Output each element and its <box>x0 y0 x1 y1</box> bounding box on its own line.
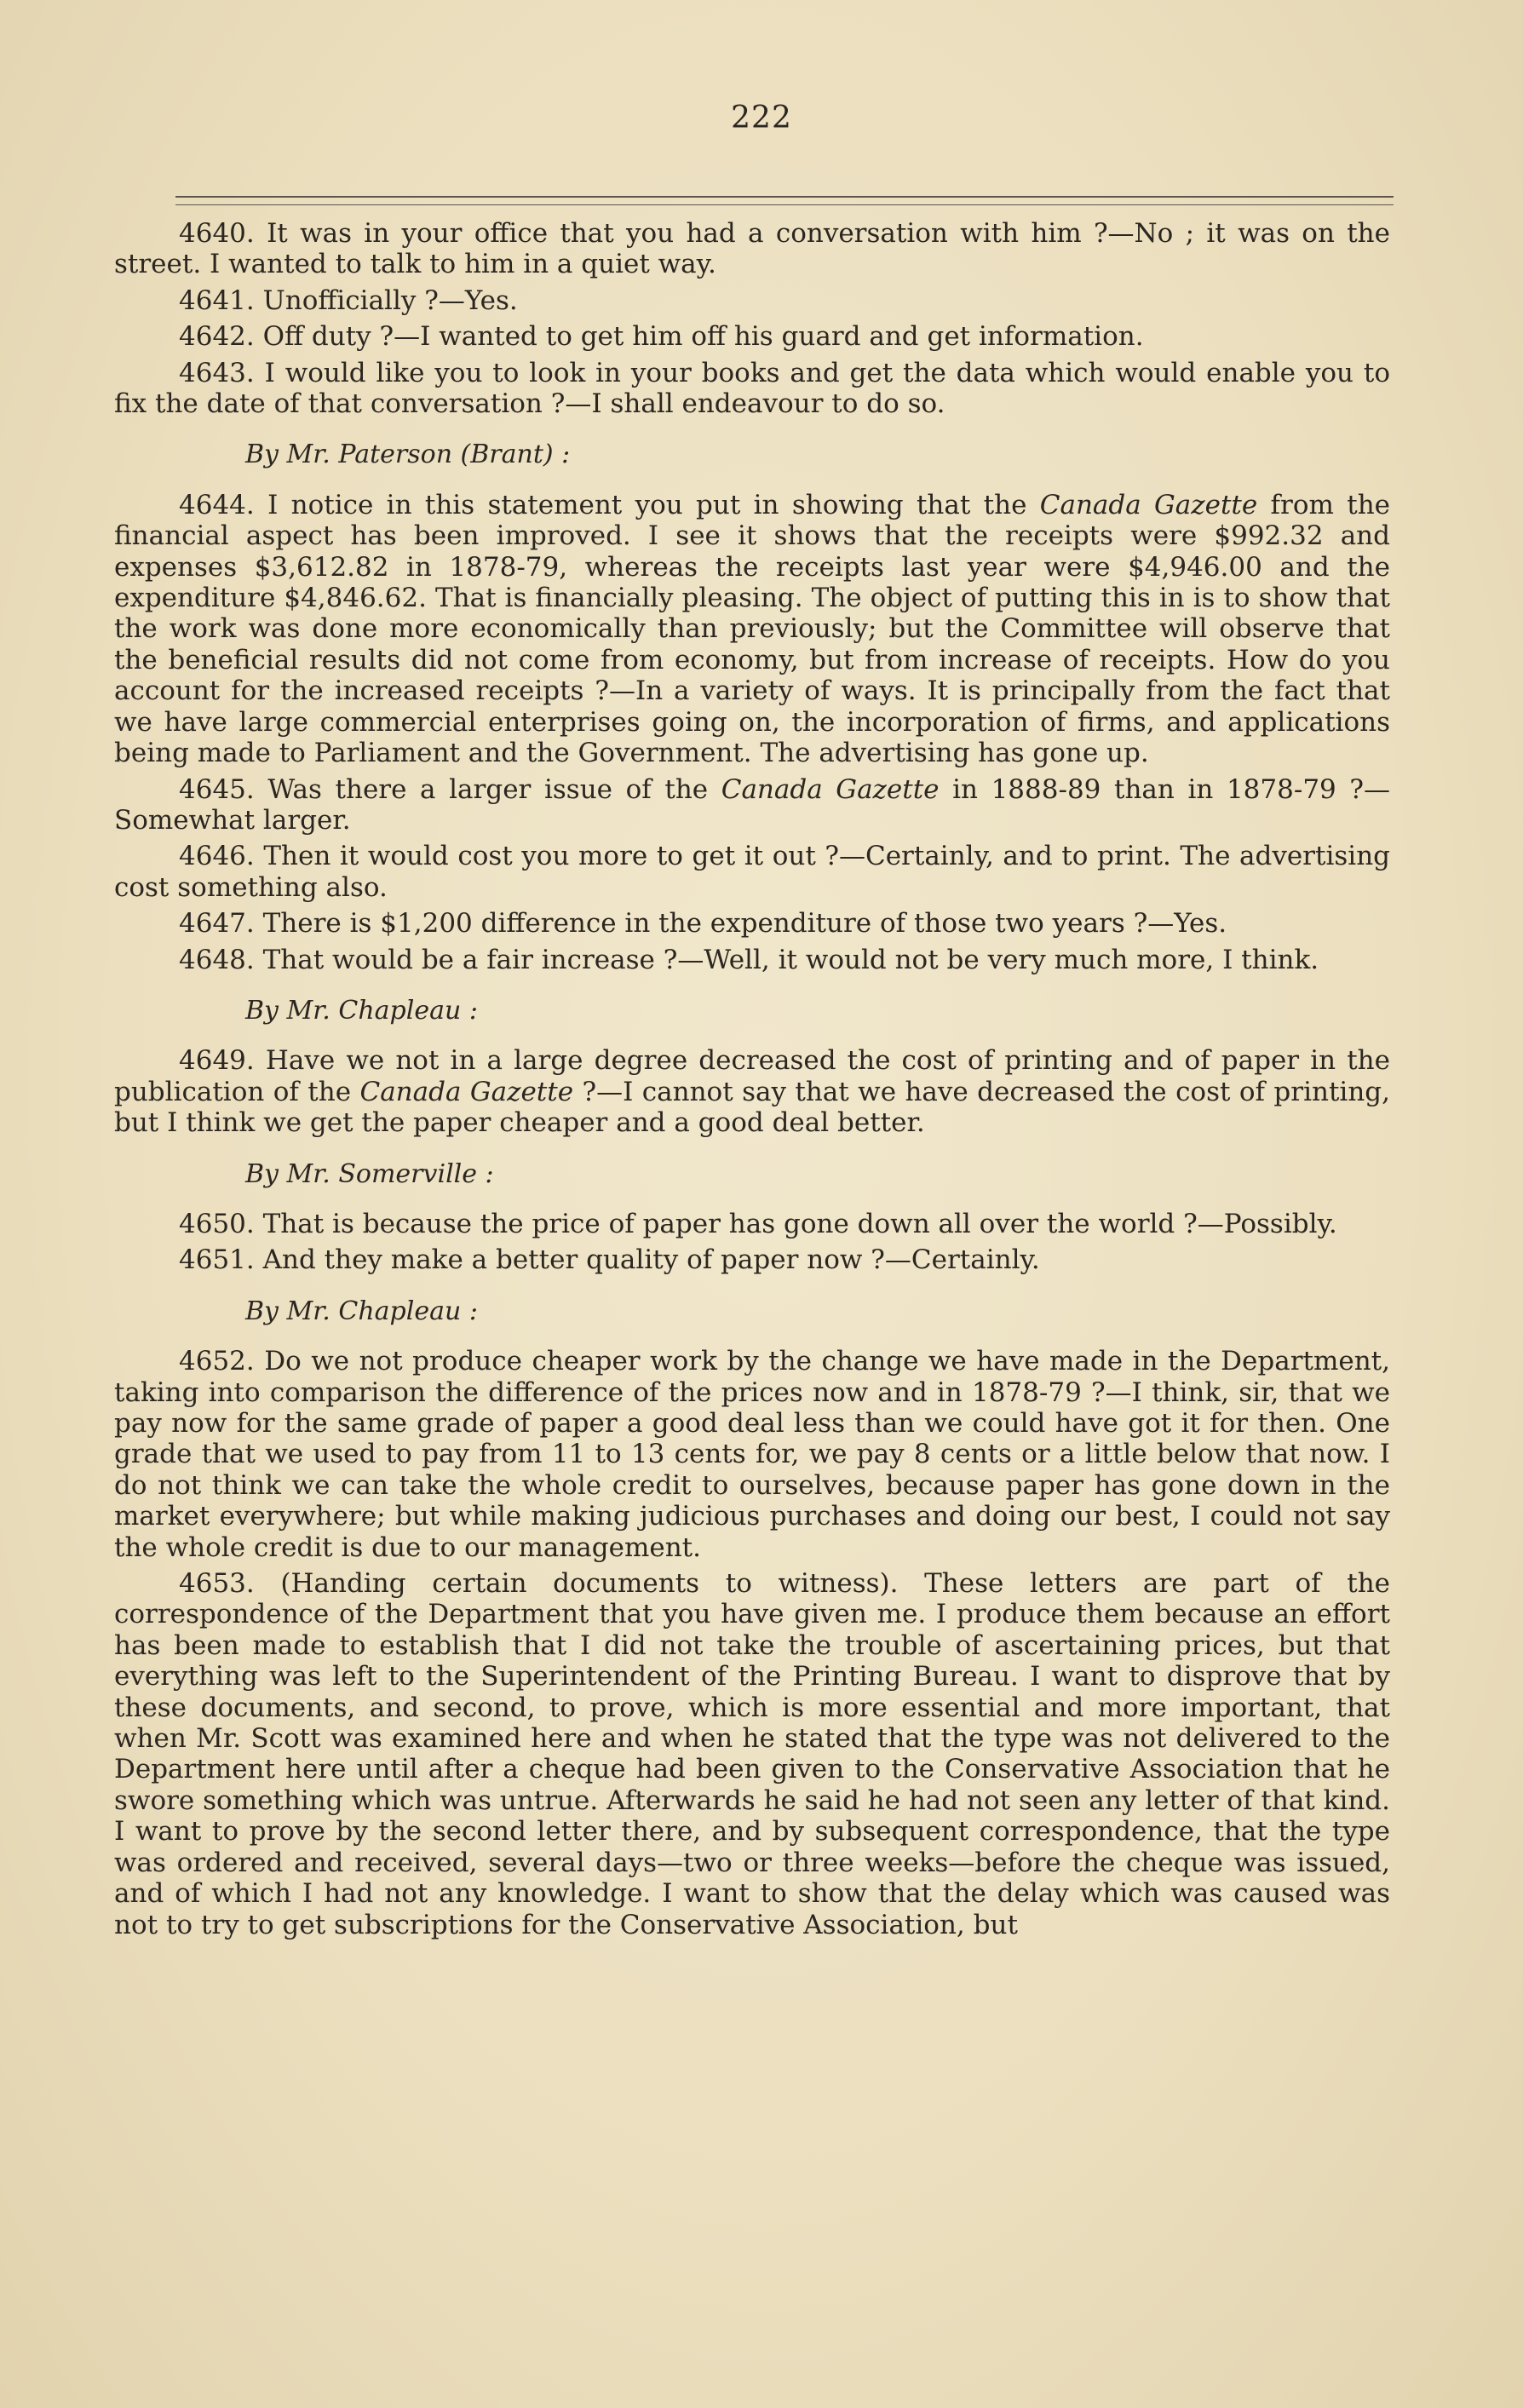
question-number: 4644. <box>179 489 255 520</box>
question-text: And they make a better quality of paper now ?—Certainly. <box>262 1244 1040 1276</box>
testimony-paragraph <box>114 1045 1390 1138</box>
question-text: I would like you to look in your books and get the data which would enable you to fix the date of that conversation ?—I shall endeavour to do so. <box>114 357 1390 420</box>
question-text: Have we not in a large degree decreased the cost of printing and of paper in the publication of the Canada Gazette ?—I cannot say that we have decreased the cost of printing, but I think we get the paper cheaper and a good deal better. <box>114 1045 1391 1139</box>
publication-title: Canada Gazette <box>1039 489 1258 520</box>
question-text: Unofficially ?—Yes. <box>262 284 518 316</box>
header-rule <box>175 196 1394 198</box>
question-text: That would be a fair increase ?—Well, it would not be very much more, I think. <box>262 944 1319 975</box>
testimony-paragraph <box>114 321 1390 352</box>
question-number: 4641. <box>179 284 255 316</box>
testimony-paragraph <box>114 841 1390 903</box>
question-text: Off duty ?—I wanted to get him off his guard and get information. <box>262 321 1144 353</box>
question-text: Then it would cost you more to get it out ?—Certainly, and to print. The advertising cost something also. <box>114 841 1391 903</box>
question-text: Do we not produce cheaper work by the change we have made in the Department, taking into comparison the difference of the prices now and in 1878-79 ?—I think, sir, that we pay now for the same grade of paper a good deal less than we could have got it for then. One grade that we used to pay from 11 to 13 cents for, we pay 8 cents or a little below that now. I do not think we can take the whole credit to ourselves, because paper has gone down in the market everywhere; but while making judicious purchases and doing our best, I could not say the whole credit is due to our management. <box>114 1346 1390 1563</box>
question-number: 4648. <box>179 944 255 975</box>
speaker-heading: By Mr. Paterson (Brant) : <box>245 440 571 470</box>
question-number: 4646. <box>179 841 255 872</box>
question-number: 4650. <box>179 1208 255 1239</box>
question-number: 4643. <box>179 357 255 388</box>
question-number: 4642. <box>179 321 255 353</box>
publication-title: Canada Gazette <box>359 1076 574 1107</box>
question-number: 4647. <box>179 908 255 940</box>
testimony-paragraph <box>114 218 1390 280</box>
publication-title: Canada Gazette <box>721 773 940 805</box>
question-number: 4640. <box>179 218 255 249</box>
testimony-paragraph <box>114 908 1390 939</box>
testimony-paragraph <box>114 774 1390 836</box>
testimony-paragraph <box>114 1568 1390 1940</box>
question-text: There is $1,200 difference in the expenditure of those two years ?—Yes. <box>262 908 1227 940</box>
testimony-text <box>114 218 1390 1945</box>
speaker-heading: By Mr. Chapleau : <box>245 1296 478 1326</box>
question-text: It was in your office that you had a conversation with him ?—No ; it was on the street. I wanted to talk to him in a quiet way. <box>114 218 1390 280</box>
testimony-paragraph <box>114 358 1390 420</box>
question-text: I notice in this statement you put in showing that the Canada Gazette from the financial aspect has been improved. I see it shows that the receipts were $992.32 and expenses $3,612.82 in 1878-79, whereas the receipts last year were $4,946.00 and the expenditure $4,846.62. That is financially pleasing. The object of putting this in is to show that the work was done more economically than previously; but the Committee will observe that the beneficial results did not come from economy, but from increase of receipts. How do you account for the increased receipts ?—In a variety of ways. It is principally from the fact that we have large commercial enterprises going on, the incorporation of firms, and applications being made to Parliament and the Government. The advertising has gone up. <box>114 489 1390 769</box>
question-number: 4651. <box>179 1244 255 1276</box>
testimony-paragraph <box>114 945 1390 975</box>
speaker-heading: By Mr. Somerville : <box>245 1158 494 1189</box>
question-number: 4652. <box>179 1346 255 1377</box>
testimony-paragraph <box>114 490 1390 769</box>
question-text: Was there a larger issue of the Canada Gazette in 1888-89 than in 1878-79 ?—Somewhat larger. <box>114 773 1390 836</box>
question-text: That is because the price of paper has gone down all over the world ?—Possibly. <box>262 1208 1337 1239</box>
testimony-paragraph <box>114 285 1390 316</box>
question-number: 4653. <box>179 1568 255 1600</box>
testimony-paragraph <box>114 1209 1390 1239</box>
testimony-paragraph <box>114 1346 1390 1563</box>
question-number: 4649. <box>179 1045 255 1077</box>
page-number: 222 <box>731 101 792 135</box>
testimony-paragraph <box>114 1244 1390 1275</box>
question-number: 4645. <box>179 773 255 805</box>
speaker-heading: By Mr. Chapleau : <box>245 995 478 1026</box>
header-rule-thin <box>175 204 1394 205</box>
question-text: (Handing certain documents to witness). These letters are part of the correspondence of the Department that you have given me. I produce them because an effort has been made to establish that I did not take the trouble of ascertaining prices, but that everything was left to the Superintendent of the Printing Bureau. I want to disprove that by these documents, and second, to prove, which is more essential and more important, that when Mr. Scott was examined here and when he stated that the type was not delivered to the Department here until after a cheque had been given to the Conservative Association that he swore something which was untrue. Afterwards he said he had not seen any letter of that kind. I want to prove by the second letter there, and by subsequent correspondence, that the type was ordered and received, several days—two or three weeks—before the cheque was issued, and of which I had not any knowledge. I want to show that the delay which was caused was not to try to get subscriptions for the Conservative Association, but <box>114 1568 1391 1940</box>
